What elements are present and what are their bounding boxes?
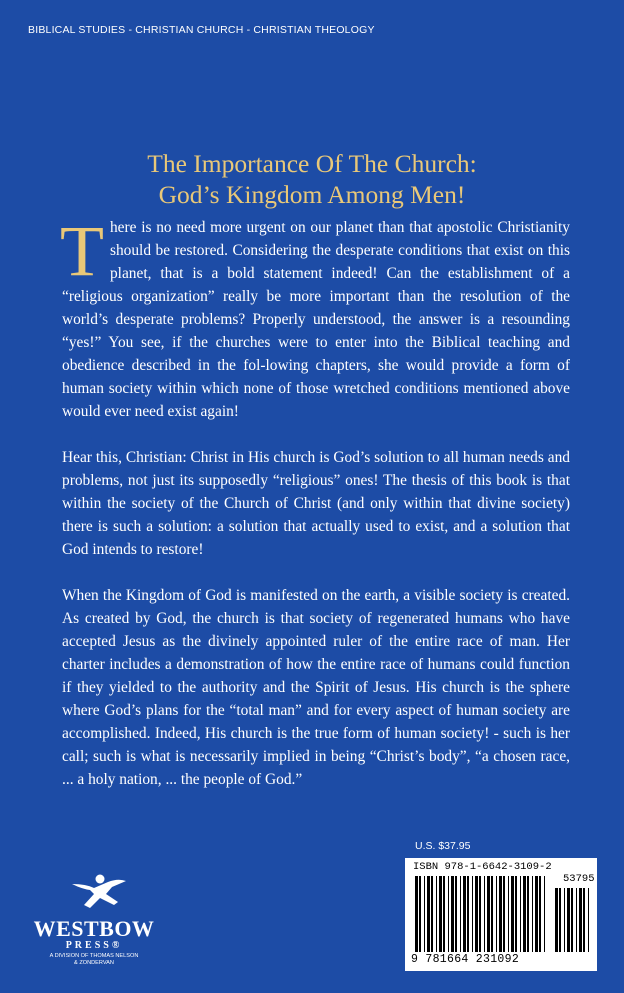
price-addon-digits: 53795 bbox=[563, 873, 595, 885]
publisher-press: PRESS® bbox=[65, 940, 123, 951]
barcode bbox=[405, 858, 597, 971]
publisher-name: WESTBOW bbox=[33, 916, 155, 941]
publisher-subtitle-line-2: & ZONDERVAN bbox=[74, 960, 114, 966]
publisher-subtitle bbox=[28, 953, 160, 967]
blurb-paragraph-3: When the Kingdom of God is manifested on the earth, a visible society is created. As created by God, the church is that society of regenerated humans who have accepted Jesus as the divinely appointed ruler of the entire race of man. Her charter includes a demonstration of how the entire race of humans could function if they yielded to the authority and the Spirit of Jesus. His church is the sphere where God’s plans for the “total man” and for every aspect of human society are accomplished. Indeed, His church is the true form of human society! - such is her call; such is what is necessarily implied in being “Christ’s body”, “a chosen race, ... a holy nation, ... the people of God.” bbox=[62, 587, 570, 788]
book-headline bbox=[0, 148, 624, 210]
publisher-subtitle-line-1: A DIVISION OF THOMAS NELSON bbox=[49, 953, 139, 959]
isbn-label: ISBN 978-1-6642-3109-2 bbox=[413, 861, 552, 873]
drop-cap: T bbox=[60, 211, 104, 291]
category-line: BIBLICAL STUDIES - CHRISTIAN CHURCH - CHRISTIAN THEOLOGY bbox=[28, 24, 375, 36]
price-label: U.S. $37.95 bbox=[415, 840, 471, 852]
runner-icon bbox=[28, 872, 160, 916]
blurb-paragraph-2: Hear this, Christian: Christ in His church is God’s solution to all human needs and problems, not just its supposedly “religious” ones! The thesis of this book is that within the society of the Church of Christ (and only within that divine society) there is such a solution: a solution that actually used to exist, and a solution that God intends to restore! bbox=[62, 449, 570, 558]
headline-line-2: God’s Kingdom Among Men! bbox=[158, 180, 466, 209]
headline-line-1: The Importance Of The Church: bbox=[147, 149, 477, 178]
paragraph-1-text: here is no need more urgent on our planet than that apostolic Christianity should be restored. Considering the desperate conditions that exist on this planet, that is a bold statement indeed! Can the establishment of a “religious organization” really be more important than the resolution of the world’s desperate problems? Properly understood, the answer is a resounding “yes!” You see, if the churches were to enter into the Biblical teaching and obedience described in the fol-lowing chapters, she would provide a form of human society within which none of those wretched conditions mentioned above would ever need exist again! bbox=[62, 219, 570, 420]
blurb bbox=[60, 211, 570, 814]
blurb-paragraph-1 bbox=[60, 211, 570, 423]
barcode-digits: 9 781664 231092 bbox=[411, 953, 520, 966]
